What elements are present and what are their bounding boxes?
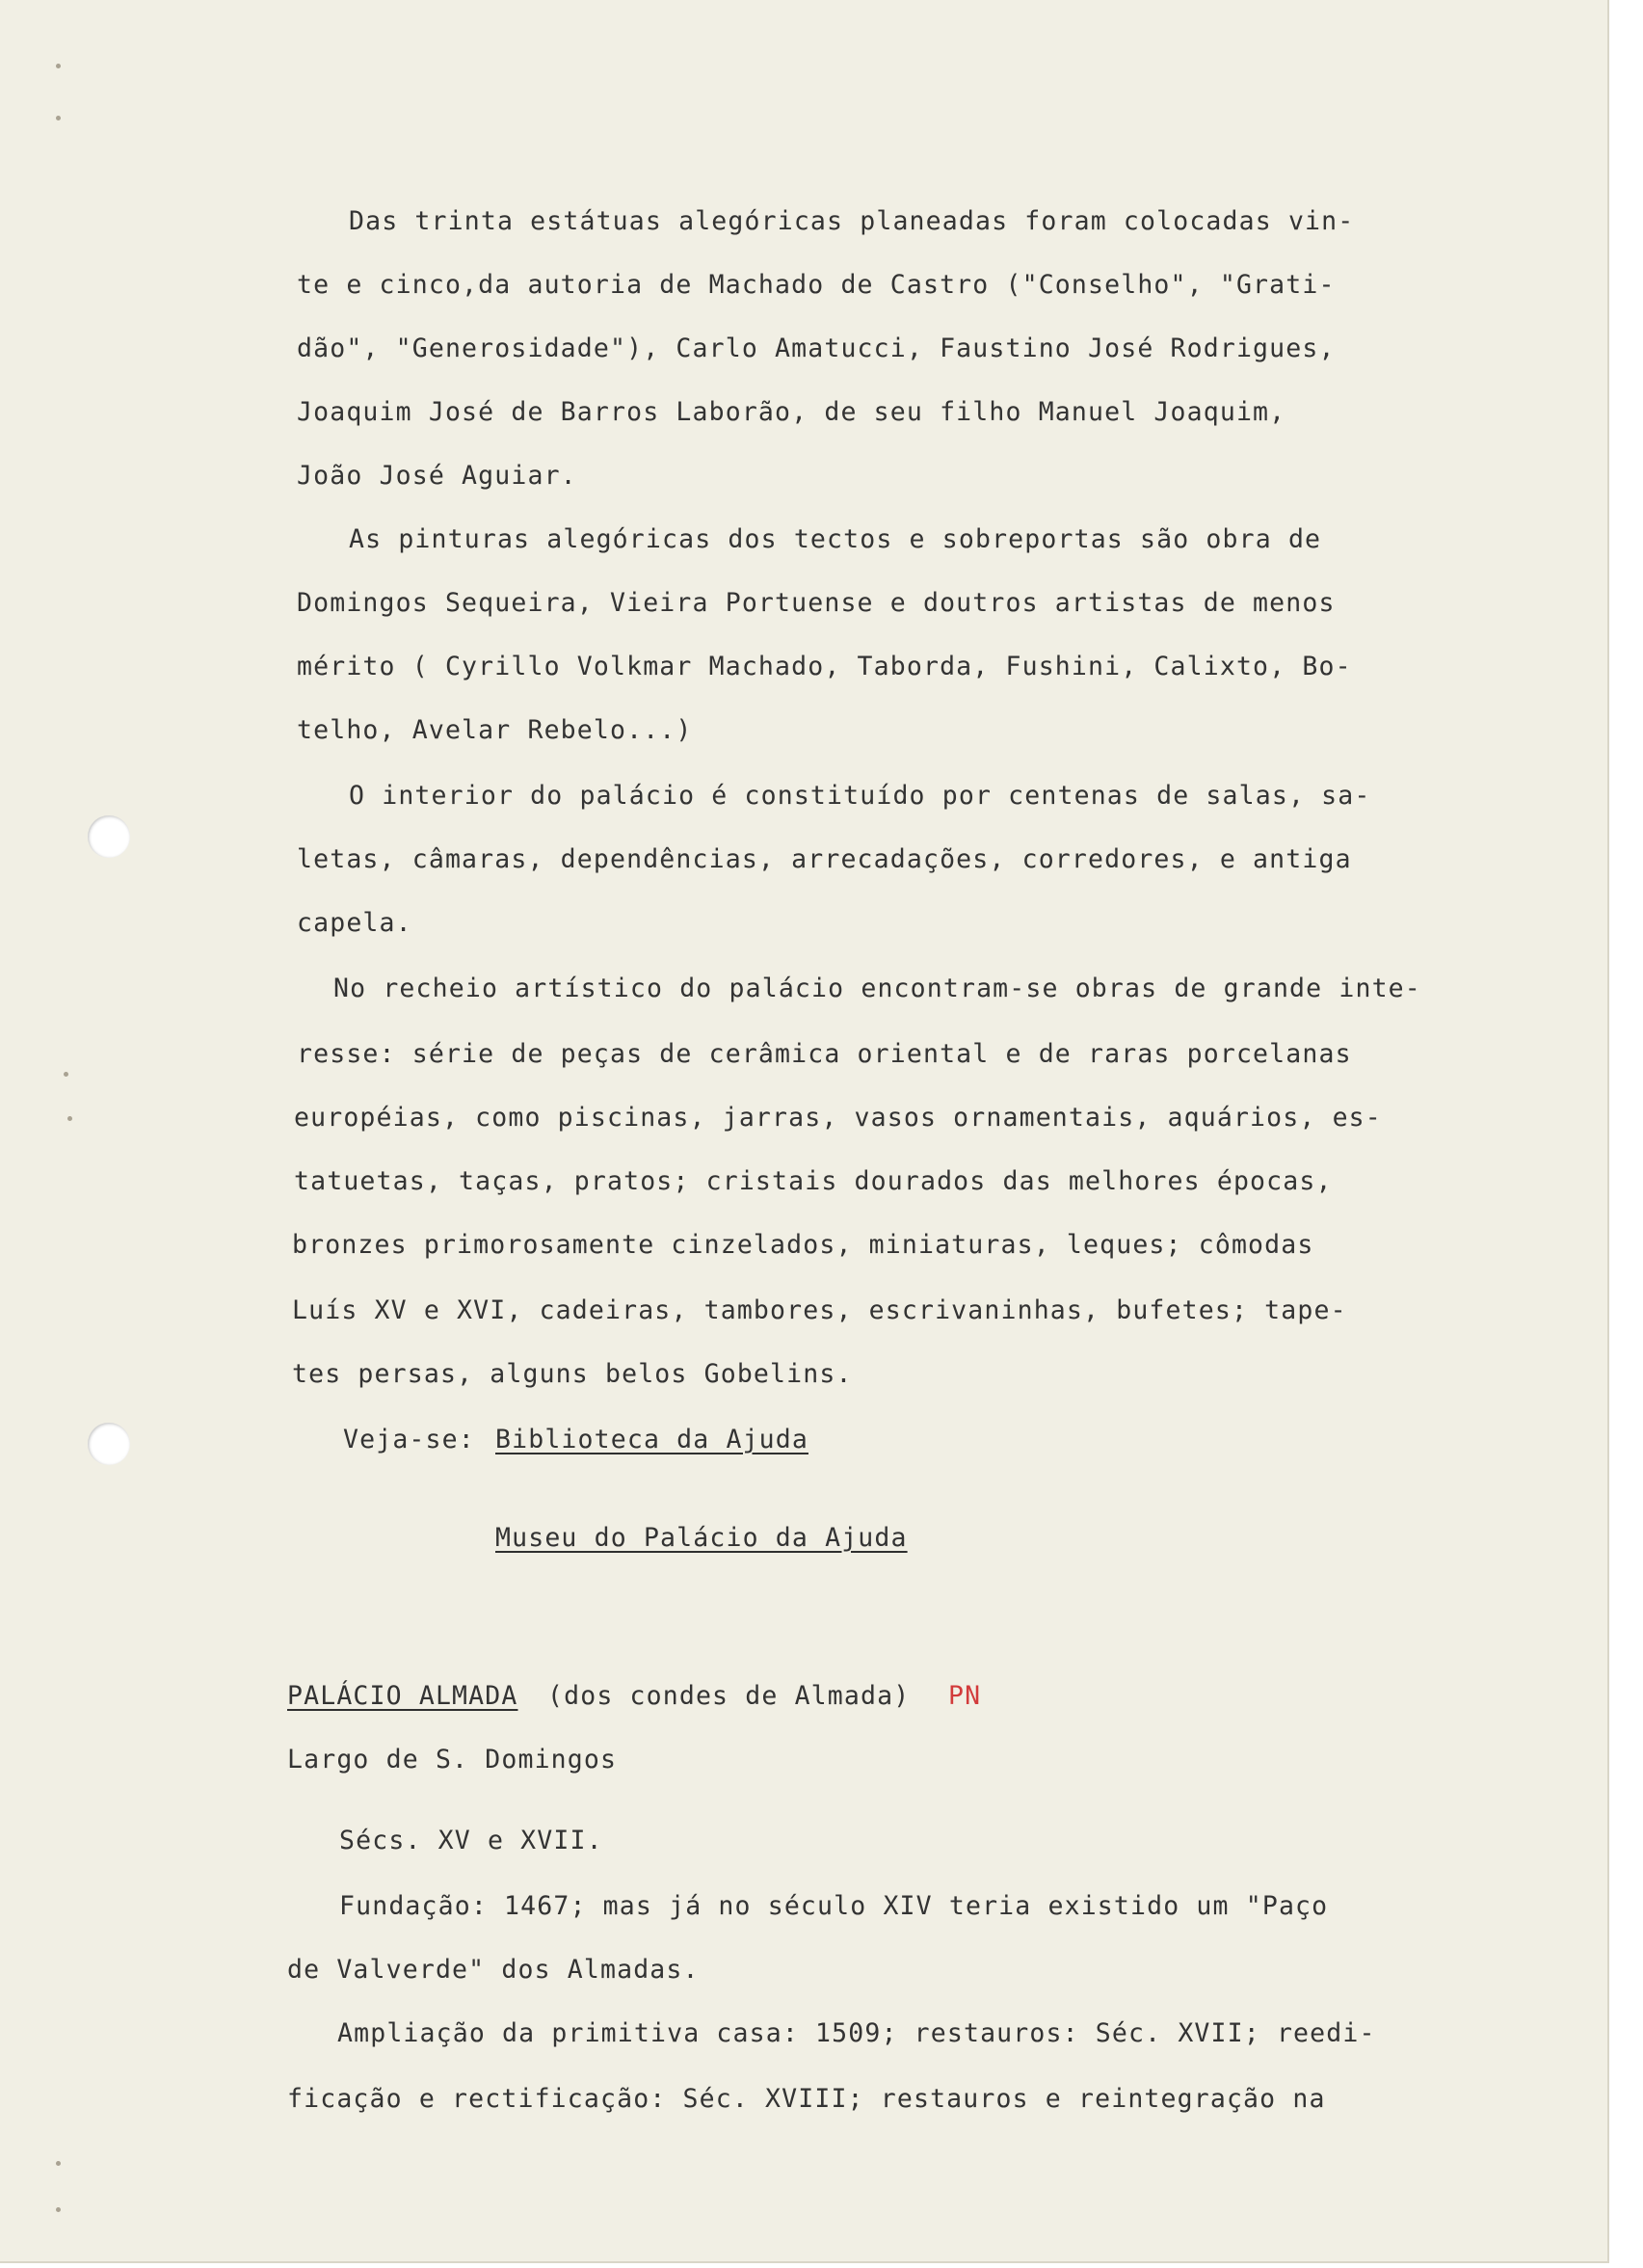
text-line: Joaquim José de Barros Laborão, de seu filho Manuel Joaquim, <box>297 397 1286 427</box>
entry-text-line: de Valverde" dos Almadas. <box>287 1955 700 1985</box>
entry-address: Largo de S. Domingos <box>287 1745 618 1774</box>
text-line: tatuetas, taças, pratos; cristais dourados das melhores épocas, <box>294 1166 1333 1196</box>
entry-subtitle: (dos condes de Almada) <box>547 1681 911 1711</box>
entry-code-badge: PN <box>948 1681 982 1711</box>
see-also-link-museu[interactable]: Museu do Palácio da Ajuda <box>495 1523 908 1553</box>
text-line: tes persas, alguns belos Gobelins. <box>292 1359 853 1389</box>
text-line: Das trinta estátuas alegóricas planeadas foram colocadas vin- <box>349 206 1355 236</box>
text-line: capela. <box>297 908 412 938</box>
entry-text-line: Ampliação da primitiva casa: 1509; restauros: Séc. XVII; reedi- <box>337 2018 1376 2048</box>
text-line: mérito ( Cyrillo Volkmar Machado, Taborda, Fushini, Calixto, Bo- <box>297 652 1352 681</box>
text-line: bronzes primorosamente cinzelados, miniaturas, leques; cômodas <box>292 1230 1314 1260</box>
paper-speck <box>67 1116 72 1121</box>
punch-hole-top <box>88 815 130 858</box>
text-line: As pinturas alegóricas dos tectos e sobreportas são obra de <box>349 524 1322 554</box>
paper-speck <box>56 2207 61 2212</box>
paper-speck <box>56 116 61 120</box>
text-line: No recheio artístico do palácio encontram-se obras de grande inte- <box>333 974 1421 1003</box>
paper-speck <box>56 64 61 68</box>
entry-title: PALÁCIO ALMADA <box>287 1681 518 1711</box>
text-line: O interior do palácio é constituído por centenas de salas, sa- <box>349 781 1371 811</box>
see-also-label: Veja-se: <box>343 1425 475 1454</box>
text-line: te e cinco,da autoria de Machado de Castro ("Conselho", "Grati- <box>297 270 1336 300</box>
text-line: João José Aguiar. <box>297 461 577 491</box>
entry-text-line: Sécs. XV e XVII. <box>339 1826 603 1855</box>
punch-hole-bottom <box>88 1423 130 1465</box>
text-line: resse: série de peças de cerâmica oriental e de raras porcelanas <box>297 1039 1352 1069</box>
paper-speck <box>56 2161 61 2166</box>
text-line: dão", "Generosidade"), Carlo Amatucci, Faustino José Rodrigues, <box>297 334 1336 363</box>
text-line: letas, câmaras, dependências, arrecadações, corredores, e antiga <box>297 844 1352 874</box>
see-also-link-biblioteca[interactable]: Biblioteca da Ajuda <box>495 1425 808 1454</box>
text-line: Domingos Sequeira, Vieira Portuense e doutros artistas de menos <box>297 588 1336 618</box>
entry-text-line: ficação e rectificação: Séc. XVIII; restauros e reintegração na <box>287 2084 1326 2114</box>
text-line: Luís XV e XVI, cadeiras, tambores, escrivaninhas, bufetes; tape- <box>292 1295 1347 1325</box>
paper-speck <box>64 1072 68 1077</box>
entry-text-line: Fundação: 1467; mas já no século XIV teria existido um "Paço <box>339 1891 1329 1921</box>
text-line: européias, como piscinas, jarras, vasos ornamentais, aquários, es- <box>294 1103 1382 1133</box>
text-line: telho, Avelar Rebelo...) <box>297 715 693 745</box>
